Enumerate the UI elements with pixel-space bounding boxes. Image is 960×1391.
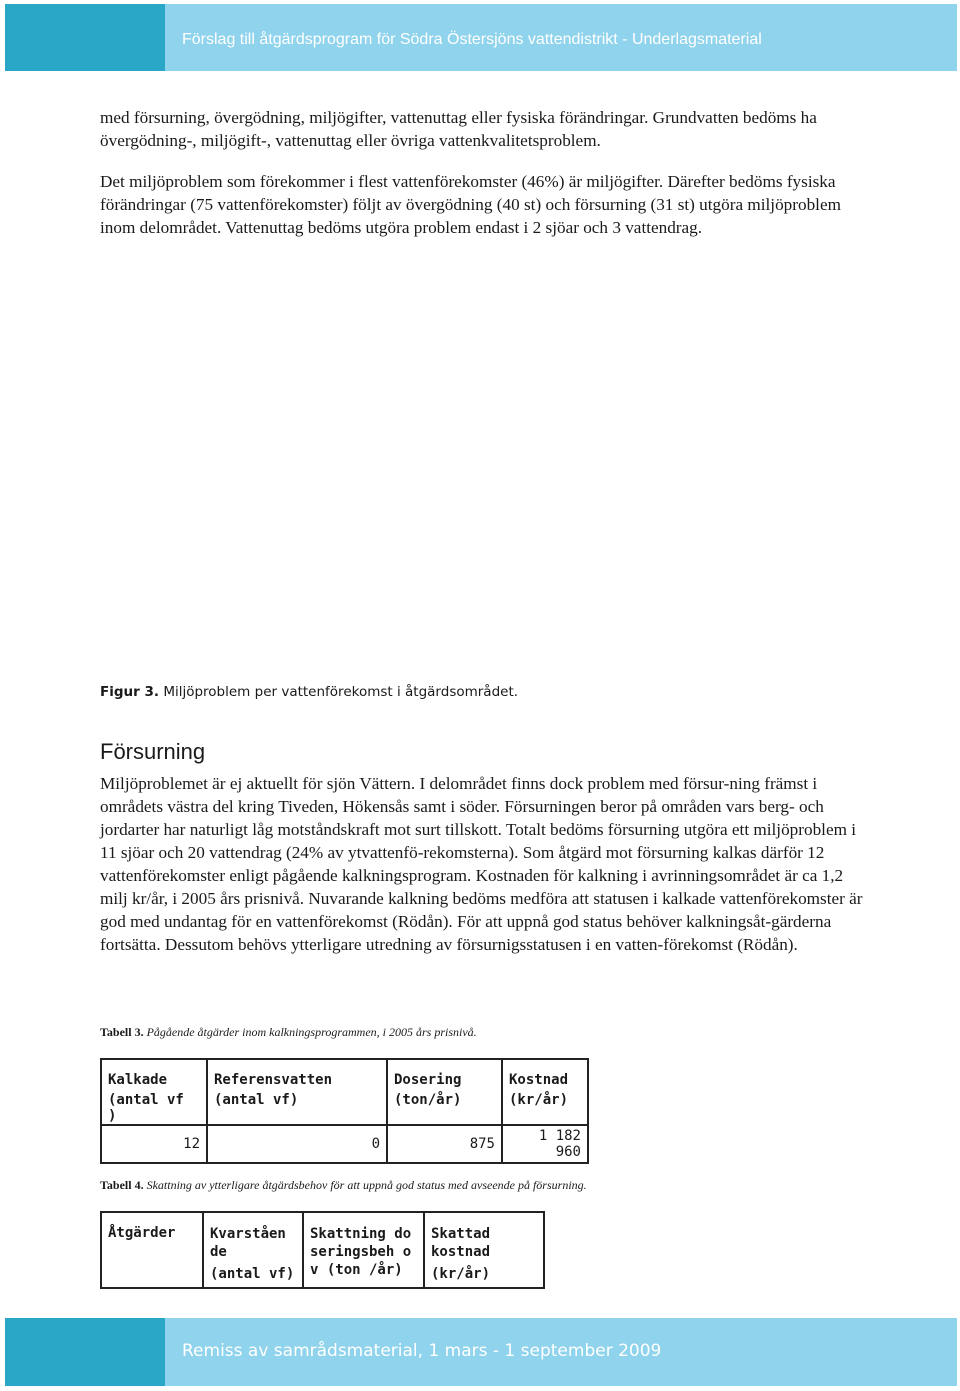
- table-cell: 1 182 960: [502, 1125, 588, 1163]
- table3: [100, 1058, 589, 1164]
- header-line: Kalkade: [108, 1072, 168, 1088]
- paragraph-intro: med försurning, övergödning, miljögifter, vattenuttag eller fysiska förändringar. Grundvatten bedöms ha övergödning-, miljögift-, vattenuttag eller övriga vattenkvalitetsproblem.: [100, 108, 817, 150]
- paragraph-forsurning: Miljöproblemet är ej aktuellt för sjön Vättern. I delområdet finns dock problem med försur-ning främst i områdets västra del kring Tiveden, Hökensås samt i söder. Försurningen beror på områden vars berg- och jordarter har naturligt låg motståndskraft mot surt tillskott. Totalt bedöms försurning utgöra ett miljöproblem i 11 sjöar och 20 vattendrag (24% av ytvattenfö-rekomsterna). Som åtgärd mot försurning kalkas därför 12 vattenförekomster enligt pågående kalkningsprogram. Kostnaden för kalkning i avrinningsområdet är ca 1,2 milj kr/år, i 2005 års prisnivå. Nuvarande kalkning bedöms medföra att statusen i kalkade vattenförekomster är god med undantag för en vattenförekomst (Rödån). För att uppnå god status behöver kalkningsåt-gärderna fortsätta. Dessutom behövs ytterligare utredning av försurnigsstatusen i en vatten-förekomst (Rödån).: [100, 774, 863, 954]
- table-header-cell: [387, 1059, 502, 1125]
- table4-caption: [100, 1178, 587, 1193]
- footer-text: Remiss av samrådsmaterial, 1 mars - 1 september 2009: [182, 1341, 662, 1361]
- header-line: Skattning doseringsbeh ov (ton /år): [310, 1226, 412, 1278]
- header-line: Dosering: [394, 1072, 462, 1088]
- header-line: Kostnad: [509, 1072, 569, 1088]
- footer-band: [5, 1318, 957, 1386]
- table-header-row: [101, 1212, 544, 1288]
- header-line: Referensvatten: [214, 1072, 333, 1088]
- table-cell: 0: [207, 1125, 387, 1163]
- table-cell: 12: [101, 1125, 207, 1163]
- header-band: [5, 4, 957, 71]
- document-title: Förslag till åtgärdsprogram för Södra Östersjöns vattendistrikt - Underlagsmaterial: [182, 31, 762, 48]
- table-cell: 875: [387, 1125, 502, 1163]
- table-header-cell: [203, 1212, 303, 1288]
- figure-label: Figur 3.: [100, 684, 160, 700]
- footer-accent-block: [5, 1318, 165, 1386]
- paragraph-problems: Det miljöproblem som förekommer i flest vattenförekomster (46%) är miljögifter. Därefter bedöms fysiska förändringar (75 vattenförekomster) följt av övergödning (40 st) och försurning (31 st) utgöra miljöproblem inom delområdet. Vattenuttag bedöms utgöra problem endast i 2 sjöar och 3 vattendrag.: [100, 172, 841, 237]
- header-line: (antal vf): [210, 1266, 295, 1282]
- header-line: (kr/år): [431, 1266, 491, 1282]
- header-line: Kvarståen de: [210, 1226, 286, 1260]
- table-header-cell: [424, 1212, 544, 1288]
- table-header-cell: [207, 1059, 387, 1125]
- figure-caption: [100, 684, 518, 700]
- header-line: (antal vf): [214, 1092, 299, 1108]
- header-line: Skattad kostnad: [431, 1226, 491, 1260]
- table4: [100, 1211, 545, 1289]
- table3-caption-label: Tabell 3.: [100, 1025, 144, 1039]
- table-row: [101, 1125, 588, 1163]
- table-header-cell: [303, 1212, 424, 1288]
- header-line: (kr/år): [509, 1092, 569, 1108]
- header-line: (ton/år): [394, 1092, 462, 1108]
- header-line: Åtgärder: [108, 1225, 176, 1241]
- table4-caption-text: Skattning av ytterligare åtgärdsbehov för att uppnå god status med avseende på försurning.: [146, 1178, 587, 1192]
- figure-caption-text: Miljöproblem per vattenförekomst i åtgärdsområdet.: [163, 684, 519, 700]
- table3-caption: [100, 1025, 477, 1040]
- table3-caption-text: Pågående åtgärder inom kalkningsprogrammen, i 2005 års prisnivå.: [146, 1025, 477, 1039]
- header-accent-block: [5, 4, 165, 71]
- section-heading: Försurning: [100, 739, 206, 764]
- table-header-row: [101, 1059, 588, 1125]
- table-header-cell: [502, 1059, 588, 1125]
- table4-caption-label: Tabell 4.: [100, 1178, 144, 1192]
- table-header-cell: [101, 1212, 203, 1288]
- table-header-cell: [101, 1059, 207, 1125]
- header-line: (antal vf ): [108, 1092, 184, 1124]
